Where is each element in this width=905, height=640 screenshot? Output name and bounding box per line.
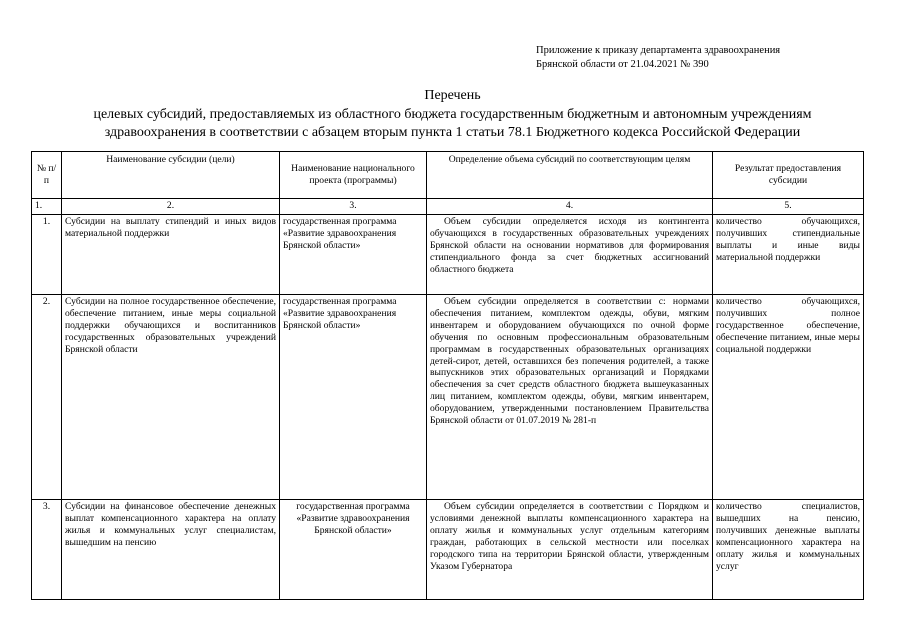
col-number: 5.	[713, 199, 864, 215]
table-row	[32, 215, 864, 295]
row-definition: Объем субсидии определяется в соответствии с: нормами обеспечения питанием, комплектом одежды, обуви, мягким инвентарем и оборудованием обучающихся по очной форме обучения по основным профессиональным образовательным программам в государственных образовательных организациях детей-сирот, детей, оставшихся без попечения родителей, а также выпускников этих образовательных организаций и Порядками обеспечения за счет средств областного бюджета вышеуказанных лиц питанием, комплектом одежды, обуви, мягким инвентарем, оборудованием, утвержденными постановлением Правительства Брянской области от 01.07.2019 № 281-п	[427, 295, 713, 500]
annex-note	[536, 44, 780, 72]
row-definition: Объем субсидии определяется исходя из контингента обучающихся в государственных образовательных учреждениях Брянской области на основании нормативов для формирования стипендиального фонда за счет бюджетных ассигнований областного бюджета	[427, 215, 713, 295]
table-row	[32, 295, 864, 500]
row-project: государственная программа «Развитие здравоохранения Брянской области»	[280, 295, 427, 500]
annex-line-1: Приложение к приказу департамента здравоохранения	[536, 45, 781, 56]
col-number: 4.	[427, 199, 713, 215]
row-project: государственная программа «Развитие здравоохранения Брянской области»	[280, 215, 427, 295]
row-result: количество обучающихся, получивших полное государственное обеспечение, обеспечение питанием, иные меры социальной поддержки	[713, 295, 864, 500]
header-num: № п/п	[32, 152, 62, 199]
header-project: Наименование национального проекта (программы)	[280, 152, 427, 199]
table-row	[32, 500, 864, 600]
annex-line-2: Брянской области от 21.04.2021 № 390	[536, 59, 709, 70]
column-number-row	[32, 199, 864, 215]
col-number: 1.	[32, 199, 62, 215]
row-num: 1.	[32, 215, 62, 295]
col-number: 3.	[280, 199, 427, 215]
col-number: 2.	[62, 199, 280, 215]
row-result: количество обучающихся, получивших стипендиальные выплаты и иные виды материальной поддержки	[713, 215, 864, 295]
document-title	[0, 87, 905, 143]
title-line-1: Перечень	[424, 88, 481, 103]
title-line-3: здравоохранения в соответствии с абзацем вторым пункта 1 статьи 78.1 Бюджетного кодекса Российской Федерации	[104, 125, 801, 140]
header-result: Результат предоставления субсидии	[713, 152, 864, 199]
row-name: Субсидии на полное государственное обеспечение, обеспечение питанием, иные меры социальной поддержки обучающихся и воспитанников государственных образовательных учреждений Брянской области	[62, 295, 280, 500]
row-name: Субсидии на финансовое обеспечение денежных выплат компенсационного характера на оплату жилья и коммунальных услуг специалистам, вышедшим на пенсию	[62, 500, 280, 600]
row-num: 3.	[32, 500, 62, 600]
title-line-2: целевых субсидий, предоставляемых из областного бюджета государственным бюджетным и автономным учреждениям	[93, 106, 812, 122]
header-definition: Определение объема субсидий по соответствующим целям	[427, 152, 713, 199]
row-name: Субсидии на выплату стипендий и иных видов материальной поддержки	[62, 215, 280, 295]
row-num: 2.	[32, 295, 62, 500]
row-definition: Объем субсидии определяется в соответствии с Порядком и условиями денежной выплаты компенсационного характера на оплату жилья и коммунальных услуг отдельным категориям граждан, работающих в сельской местности или поселках городского типа на территории Брянской области, утвержденным Указом Губернатора	[427, 500, 713, 600]
header-name: Наименование субсидии (цели)	[62, 152, 280, 199]
row-project: государственная программа «Развитие здравоохранения Брянской области»	[280, 500, 427, 600]
subsidies-table	[31, 151, 864, 600]
row-result: количество специалистов, вышедших на пенсию, получивших денежные выплаты компенсационного характера на оплату жилья и коммунальных услуг	[713, 500, 864, 600]
header-row	[32, 152, 864, 199]
